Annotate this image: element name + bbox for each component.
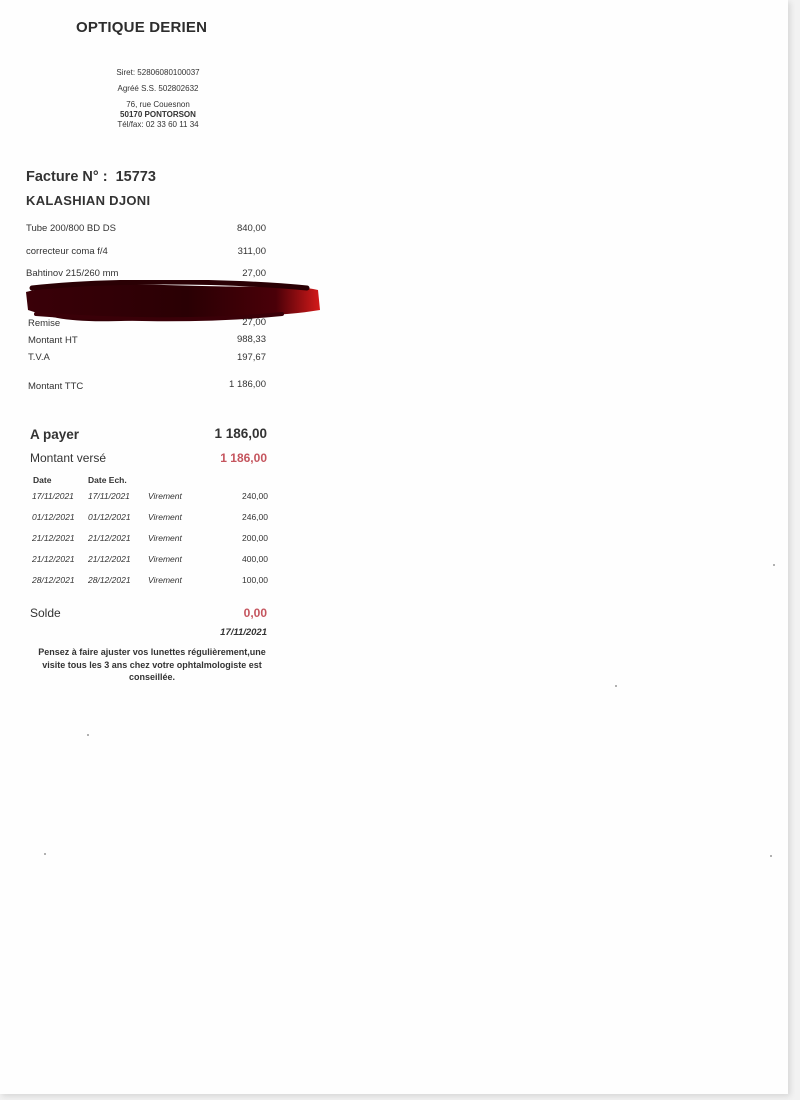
payment-date-ech: 17/11/2021 bbox=[88, 491, 130, 501]
payment-amount: 240,00 bbox=[242, 491, 268, 501]
solde-label: Solde bbox=[30, 606, 61, 620]
client-name: KALASHIAN DJONI bbox=[26, 193, 151, 208]
payment-date: 17/11/2021 bbox=[32, 491, 74, 501]
a-payer-amount: 1 186,00 bbox=[214, 426, 267, 441]
total-label: Montant TTC bbox=[28, 381, 84, 392]
payment-amount: 400,00 bbox=[242, 554, 268, 564]
scan-speck bbox=[615, 685, 617, 687]
scan-speck bbox=[773, 564, 775, 566]
scan-speck bbox=[87, 734, 89, 736]
address-city: 50170 PONTORSON bbox=[120, 110, 196, 119]
payment-mode: Virement bbox=[148, 575, 182, 585]
address-street: 76, rue Couesnon bbox=[126, 100, 190, 109]
payment-date-ech: 01/12/2021 bbox=[88, 512, 131, 522]
payment-date-ech: 21/12/2021 bbox=[88, 533, 131, 543]
payment-date: 01/12/2021 bbox=[32, 512, 75, 522]
payment-amount: 200,00 bbox=[242, 533, 268, 543]
total-label: Montant HT bbox=[28, 335, 78, 346]
total-amount: 1 186,00 bbox=[229, 379, 266, 390]
a-payer-label: A payer bbox=[30, 427, 80, 442]
shop-name: OPTIQUE DERIEN bbox=[76, 19, 208, 36]
item-amount: 27,00 bbox=[242, 268, 266, 279]
total-amount: 197,67 bbox=[236, 352, 266, 363]
item-amount: 840,00 bbox=[236, 223, 266, 234]
payment-date: 28/12/2021 bbox=[32, 575, 75, 585]
total-amount: 988,33 bbox=[236, 334, 266, 345]
col-header-date: Date bbox=[33, 475, 52, 485]
item-amount: 311,00 bbox=[237, 246, 266, 257]
montant-verse-amount: 1 186,00 bbox=[220, 451, 267, 465]
scan-speck bbox=[770, 855, 772, 857]
item-label: correcteur coma f/4 bbox=[26, 246, 108, 257]
total-label: Remise bbox=[28, 318, 61, 329]
payment-mode: Virement bbox=[148, 512, 182, 522]
total-amount: 27,00 bbox=[242, 317, 266, 328]
payment-amount: 246,00 bbox=[242, 512, 268, 522]
payment-amount: 100,00 bbox=[242, 575, 268, 585]
payment-date: 21/12/2021 bbox=[32, 533, 75, 543]
advice-note: Pensez à faire ajuster vos lunettes régulièrement,une visite tous les 3 ans chez votre ophtalmologiste est conseillée. bbox=[38, 647, 266, 682]
solde-amount: 0,00 bbox=[243, 606, 267, 620]
montant-verse-label: Montant versé bbox=[30, 451, 107, 465]
payment-date-ech: 21/12/2021 bbox=[88, 554, 131, 564]
payment-date-ech: 28/12/2021 bbox=[88, 575, 131, 585]
invoice-number-value: 15773 bbox=[115, 169, 156, 185]
invoice-number bbox=[26, 169, 156, 185]
payment-mode: Virement bbox=[148, 554, 182, 564]
item-label: Bahtinov 215/260 mm bbox=[26, 268, 119, 279]
agree-ss: Agréé S.S. 502802632 bbox=[117, 84, 199, 93]
invoice-date: 17/11/2021 bbox=[220, 627, 267, 638]
siret: Siret: 52806080100037 bbox=[116, 68, 200, 77]
redaction-mark bbox=[22, 280, 322, 322]
total-label: T.V.A bbox=[28, 352, 50, 363]
item-label: Tube 200/800 BD DS bbox=[26, 223, 116, 234]
invoice-number-label: Facture N° : bbox=[26, 169, 108, 185]
payment-mode: Virement bbox=[148, 533, 182, 543]
scan-speck bbox=[44, 853, 46, 855]
col-header-date-ech: Date Ech. bbox=[88, 475, 127, 485]
payment-mode: Virement bbox=[148, 491, 182, 501]
phone: Tél/fax: 02 33 60 11 34 bbox=[117, 120, 199, 129]
payment-date: 21/12/2021 bbox=[32, 554, 75, 564]
